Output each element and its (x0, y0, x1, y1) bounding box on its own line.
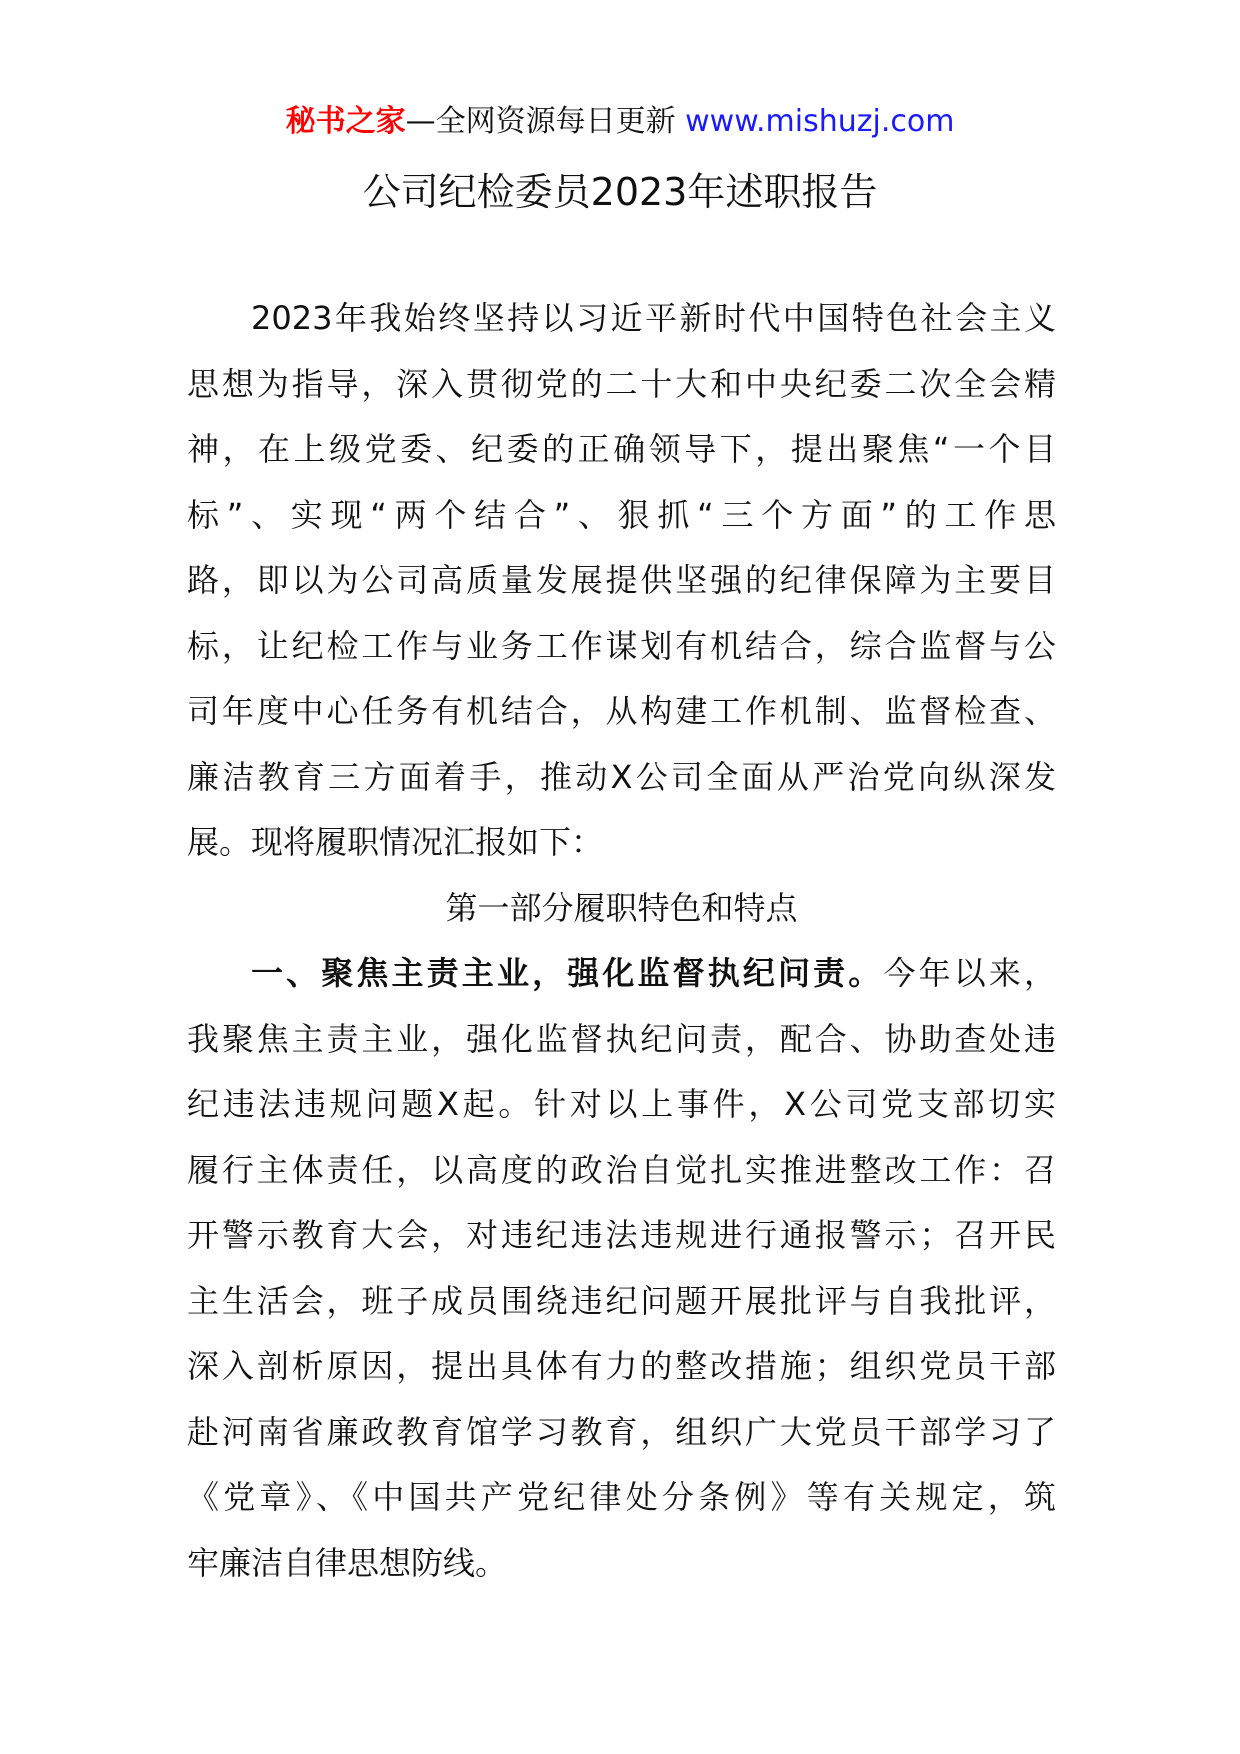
paragraph-line: 履行主体责任，以高度的政治自觉扎实推进整改工作：召 (187, 1150, 1056, 1189)
paragraph-line: 神，在上级党委、纪委的正确领导下，提出聚焦“一个目 (187, 430, 1056, 468)
paragraph-line: 展。现将履职情况汇报如下： (187, 823, 604, 861)
paragraph-line: 赴河南省廉政教育馆学习教育，组织广大党员干部学习了 (187, 1412, 1056, 1451)
paragraph-line: 开警示教育大会，对违纪违法违规进行通报警示；召开民 (187, 1216, 1056, 1254)
paragraph-line: 廉洁教育三方面着手，推动X公司全面从严治党向纵深发 (187, 757, 1056, 796)
section1-first-line-rest: 今年以来， (883, 954, 1056, 992)
brand-name: 秘书之家 (285, 104, 406, 139)
site-banner (0, 100, 1240, 144)
section1-first-line (187, 941, 1056, 1007)
document-title: 公司纪检委员2023年述职报告 (362, 170, 878, 214)
paragraph-line: 深入剖析原因，提出具体有力的整改措施；组织党员干部 (187, 1347, 1056, 1385)
section-heading: 第一部分履职特色和特点 (445, 888, 798, 927)
section1-heading: 一、聚焦主责主业，强化监督执纪问责。 (251, 954, 884, 992)
paragraph-line: 思想为指导，深入贯彻党的二十大和中央纪委二次全会精 (187, 364, 1056, 403)
paragraph-line: 纪违法违规问题X起。针对以上事件，X公司党支部切实 (187, 1085, 1056, 1123)
paragraph-line: 2023年我始终坚持以习近平新时代中国特色社会主义 (251, 299, 1056, 337)
paragraph-line: 路，即以为公司高质量发展提供坚强的纪律保障为主要目 (187, 561, 1056, 599)
paragraph-line: 标，让纪检工作与业务工作谋划有机结合，综合监督与公 (187, 626, 1056, 665)
paragraph-line: 标”、实现“两个结合”、狠抓“三个方面”的工作思 (187, 495, 1056, 534)
document-body (187, 286, 1056, 1596)
site-url-link[interactable]: www.mishuzj.com (685, 104, 955, 139)
paragraph-line: 我聚焦主责主业，强化监督执纪问责，配合、协助查处违 (187, 1019, 1056, 1058)
paragraph-line: 司年度中心任务有机结合，从构建工作机制、监督检查、 (187, 692, 1056, 730)
paragraph-line: 《党章》、《中国共产党纪律处分条例》等有关规定，筑 (187, 1478, 1056, 1516)
banner-slogan: —全网资源每日更新 (405, 104, 676, 139)
paragraph-line: 主生活会，班子成员围绕违纪问题开展批评与自我批评， (187, 1281, 1056, 1320)
paragraph-line: 牢廉洁自律思想防线。 (187, 1543, 508, 1582)
